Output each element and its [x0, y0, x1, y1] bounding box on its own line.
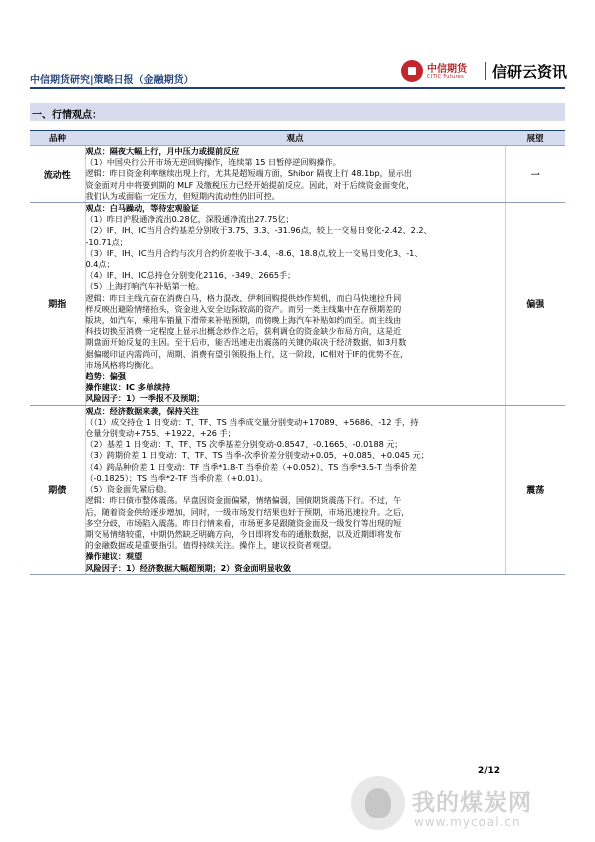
page-header	[30, 58, 568, 88]
section-bar	[30, 103, 565, 121]
view-line: 期盘面开始反复的主因。至于后市，能否迅速走出震荡的关键仍取决于经济数据，如3月数	[85, 337, 407, 348]
view-line: （2）IF、IH、IC当月合约基差分别收于3.75、3.3、-31.96点，较上一交易日变化-2.42、2.2、	[85, 225, 432, 236]
view-line: 据偏暖印证内需尚可，周期、消费有望引领股指上行，这一阶段，IC相对于IF的优势不在，	[85, 348, 409, 359]
view-line: 后，随着资金供给逐步增加，同时，一级市场发行结果也好于预期，市场迅速拉升。之后，	[85, 506, 410, 517]
view-line: 我们认为或面临一定压力，但短期内流动性仍旧可控。	[85, 190, 280, 201]
view-line: （5）上海打响汽车补贴第一枪。	[85, 281, 204, 292]
view-line: 风险因子：1）一季报不及预期；	[85, 393, 205, 404]
view-line: （1）昨日沪股通净流出0.28亿，深股通净流出27.75亿；	[85, 214, 294, 225]
header-view: 观点	[85, 131, 505, 146]
view-line: 风险因子：1）经济数据大幅超预期；2）资金面明显收敛	[85, 562, 292, 573]
page-number: 2/12	[478, 766, 501, 776]
header-rule	[30, 87, 565, 89]
row-category-stock-index: 期指	[30, 203, 85, 406]
row-view-cell	[85, 203, 505, 406]
view-line: 操作建议：观望	[85, 551, 143, 562]
view-line: 的金融数据或是重要指引。值得持续关注。操作上，建议投资者观望。	[85, 540, 337, 551]
row-category-treasury: 期债	[30, 405, 85, 574]
view-line: （1）中国央行公开市场无逆回购操作，连续第 15 日暂停逆回购操作。	[85, 157, 341, 168]
row-view-cell	[85, 146, 505, 203]
view-line: （-0.1825）；TS 当季*2-TF 当季价差（+0.01）。	[85, 472, 268, 483]
view-line: 观点：隔夜大幅上行，月中压力或提前反应	[85, 146, 240, 156]
watermark-url: www.mycoal.cn	[414, 815, 521, 829]
header-category: 品种	[30, 131, 85, 146]
watermark-text: 我的煤炭网	[412, 790, 532, 816]
view-line: 版块，如汽车，乘用车销量下滑带来补贴预期，而傍晚上海汽车补贴如约而至。而主线由	[85, 315, 402, 326]
brand-divider	[485, 62, 486, 80]
table-row	[30, 405, 565, 574]
view-line: 科技切换至消费一定程度上显示出概念炒作之后，获利调仓的资金缺少布局方向，这是近	[85, 326, 402, 337]
view-line: 观点：经济数据来袭，保持关注	[85, 405, 199, 416]
header-outlook: 展望	[505, 131, 565, 146]
view-line: 逻辑：昨日资金利率继续出现上行，尤其是超短端方面，Shibor 隔夜上行 48.1bp，显示出	[85, 168, 412, 179]
view-line: （2）基差 1 日变动：T、TF、TS 次季基差分别变动-0.8547、-0.1665、-0.0188 元；	[85, 439, 403, 450]
view-line: 资金面对月中将要到期的 MLF 及缴税压力已经开始提前反应。因此，对于后续资金面变化，	[85, 179, 415, 190]
view-line: （3）跨期价差 1 日变动：T、TF、TS 当季-次季价差分别变动+0.05、+0.085、+0.045 元；	[85, 450, 429, 461]
row-category-liquidity: 流动性	[30, 146, 85, 203]
brand-name: 信研云资讯	[492, 63, 568, 81]
view-line: 逻辑：昨日主线亢奋在消费白马，格力混改、伊利回购提供炒作契机，而白马快速拉升同	[85, 292, 402, 303]
view-line: （4）跨品种价差 1 日变动：TF 当季*1.8-T 当季价差（+0.052）、TS 当季*3.5-T 当季价差	[85, 461, 417, 472]
table-row	[30, 146, 565, 203]
view-line: （4）IF、IH、IC总持仓分别变化2116、-349、2665手；	[85, 270, 296, 281]
logo-subtext: CITIC Futures	[427, 74, 465, 80]
view-line: 趋势：偏强	[85, 371, 126, 382]
row-view-cell	[85, 405, 505, 574]
view-line: （（1）成交持仓 1 日变动：T、TF、TS 当季成交量分别变动+17089、+5686、-12 手，持	[85, 416, 419, 427]
view-line: 多空分歧，市场陷入震荡。昨日行情来看，市场更多是跟随资金面及一级发行等出现的短	[85, 517, 402, 528]
view-line: 样反映出避险情绪抬头，资金进入安全边际较高的资产。而另一类主线集中在存预期差的	[85, 303, 402, 314]
view-line: -10.71点；	[85, 236, 128, 247]
logo-text: 中信期货	[427, 64, 467, 75]
view-line: （3）IF、IH、IC当月合约与次月合约价差收于-3.4、-8.6、18.8点,较上一交易日变化3、-1、	[85, 247, 423, 258]
section-title: 一、行情观点：	[32, 110, 102, 121]
view-line: 仓量分别变动+755、+1922、+26 手；	[85, 428, 236, 439]
view-line: 市场风格将均衡化。	[85, 359, 159, 370]
row-outlook: 一	[505, 146, 565, 203]
view-line: 期交易情绪较重，中期仍然缺乏明确方向，今日即将发布的通胀数据，以及近期即将发布	[85, 528, 402, 539]
table-row	[30, 203, 565, 406]
view-line: 观点：白马躁动，等待宏观验证	[85, 203, 199, 214]
market-view-table	[30, 130, 565, 575]
view-line: 逻辑：昨日债市整体震荡。早盘因资金面偏紧，情绪偏弱，国债期货震荡下行。不过，午	[85, 495, 402, 506]
view-line: （5）资金面先紧后稳。	[85, 484, 172, 495]
view-line: 操作建议：IC 多单续持	[85, 382, 171, 393]
view-line: 0.4点；	[85, 259, 115, 270]
citic-logo-icon	[401, 60, 423, 82]
row-outlook: 震荡	[505, 405, 565, 574]
watermark-logo-icon	[351, 776, 405, 830]
row-outlook: 偏强	[505, 203, 565, 406]
report-title: 中信期货研究|策略日报（金融期货）	[30, 75, 194, 86]
table-header-row	[30, 131, 565, 146]
